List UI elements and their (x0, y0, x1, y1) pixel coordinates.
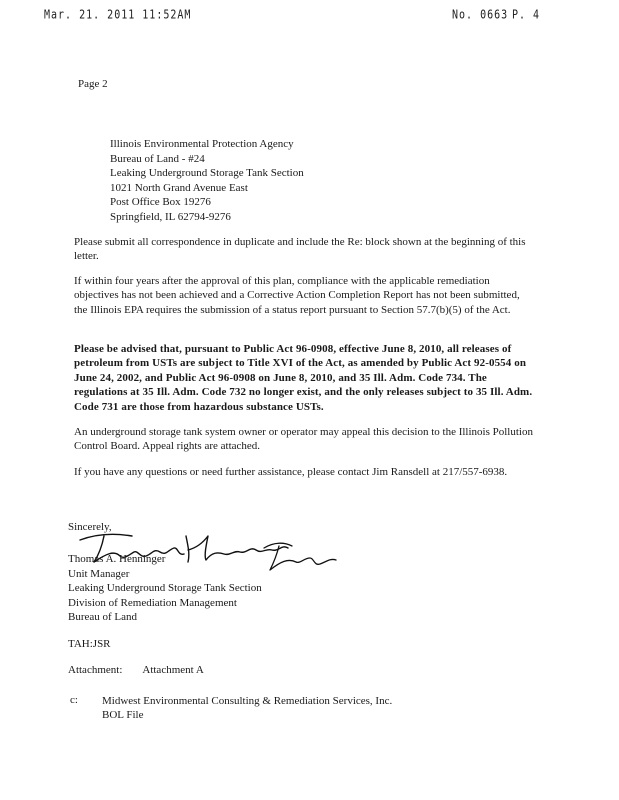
address-line: Springfield, IL 62794-9276 (110, 210, 231, 223)
page-label: Page 2 (78, 78, 108, 90)
fax-page-number: P. 4 (512, 8, 541, 23)
signer-section: Leaking Underground Storage Tank Section (68, 582, 262, 595)
fax-header (0, 6, 619, 26)
attachment-label: Attachment: (68, 664, 123, 676)
fax-number: No. 0663 (452, 8, 509, 23)
cc-recipient: Midwest Environmental Consulting & Remediation Services, Inc. (102, 695, 393, 707)
paragraph-public-act-notice: Please be advised that, pursuant to Public Act 96-0908, effective June 8, 2010, all releases of petroleum from USTs are subject to Title XVI of the Act, as amended by Public Act 92-0554 on June 24, 2002, and Public Act 96-0908 on June 8, 2010, and 35 Ill. Adm. Code 734. The regulations at 35 Ill. Adm. Code 732 no longer exist, and the only releases subject to 35 Ill. Adm. Code 731 are those from hazardous substance USTs. (74, 343, 533, 413)
address-line: Illinois Environmental Protection Agency (110, 138, 294, 150)
signer-title: Unit Manager (68, 567, 130, 580)
signer-bureau: Bureau of Land (68, 611, 138, 624)
recipient-address (110, 137, 304, 225)
address-line: 1021 North Grand Avenue East (110, 181, 248, 194)
paragraph-status-report: If within four years after the approval of this plan, compliance with the applicable remediation objectives has not been achieved and a Corrective Action Completion Report has not been submitted, the Illinois EPA requires the submission of a status report pursuant to Section 57.7(b)(5) of the Act. (74, 275, 520, 316)
fax-date-time: Mar. 21. 2011 11:52AM (44, 8, 192, 23)
attachment-value: Attachment A (142, 664, 204, 676)
signer-block (68, 552, 262, 625)
attachment-line (68, 664, 204, 676)
paragraph-contact: If you have any questions or need further assistance, please contact Jim Ransdell at 217/557-6938. (74, 466, 508, 478)
address-line: Leaking Underground Storage Tank Section (110, 167, 304, 180)
address-line: Bureau of Land - #24 (110, 152, 205, 165)
address-line: Post Office Box 19276 (110, 196, 211, 209)
paragraph-appeal: An underground storage tank system owner or operator may appeal this decision to the Illinois Pollution Control Board. Appeal rights are attached. (74, 426, 533, 453)
cc-label: c: (70, 694, 78, 706)
paragraph-correspondence: Please submit all correspondence in duplicate and include the Re: block shown at the beginning of this letter. (74, 236, 526, 263)
signer-name: Thomas A. Henninger (68, 553, 166, 565)
closing: Sincerely, (68, 521, 112, 533)
signer-division: Division of Remediation Management (68, 596, 237, 609)
cc-recipient: BOL File (102, 709, 144, 721)
typist-initials: TAH:JSR (68, 638, 111, 650)
cc-list (102, 694, 392, 722)
